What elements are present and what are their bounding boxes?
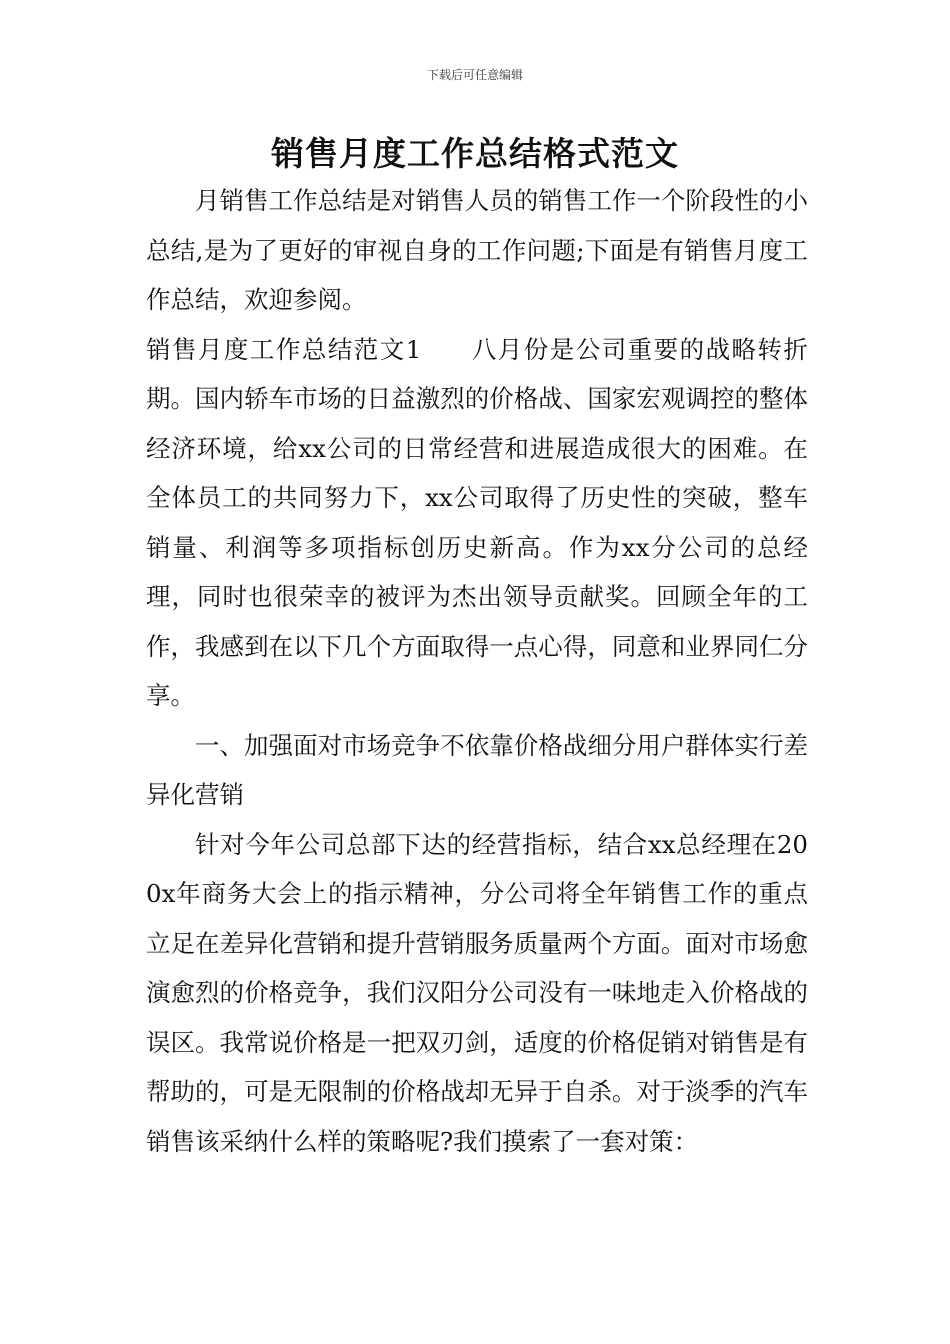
document-body bbox=[146, 176, 808, 1166]
section-body: 八月份是公司重要的战略转折期。国内轿车市场的日益激烈的价格战、国家宏观调控的整体经济环境，给xx公司的日常经营和进展造成很大的困难。在全体员工的共同努力下，xx公司取得了历史性的突破，整车销量、利润等多项指标创历史新高。作为xx分公司的总经理，同时也很荣幸的被评为杰出领导贡献奖。回顾全年的工作，我感到在以下几个方面取得一点心得，同意和业界同仁分享。 bbox=[146, 334, 809, 710]
section-paragraph bbox=[146, 325, 808, 721]
header-note: 下载后可任意编辑 bbox=[426, 68, 523, 82]
document-title: 销售月度工作总结格式范文 bbox=[271, 134, 679, 173]
body-paragraph-1: 针对今年公司总部下达的经营指标，结合xx总经理在200x年商务大会上的指示精神，分公司将全年销售工作的重点立足在差异化营销和提升营销服务质量两个方面。面对市场愈演愈烈的价格竞争，我们汉阳分公司没有一味地走入价格战的误区。我常说价格是一把双刃剑，适度的价格促销对销售是有帮助的，可是无限制的价格战却无异于自杀。对于淡季的汽车销售该采纳什么样的策略呢?我们摸索了一套对策： bbox=[146, 829, 808, 1156]
section-label: 销售月度工作总结范文1 bbox=[146, 334, 422, 364]
intro-paragraph: 月销售工作总结是对销售人员的销售工作一个阶段性的小总结,是为了更好的审视自身的工作问题;下面是有销售月度工作总结，欢迎参阅。 bbox=[146, 186, 808, 314]
heading-paragraph-1: 一、加强面对市场竞争不依靠价格战细分用户群体实行差异化营销 bbox=[146, 730, 808, 809]
